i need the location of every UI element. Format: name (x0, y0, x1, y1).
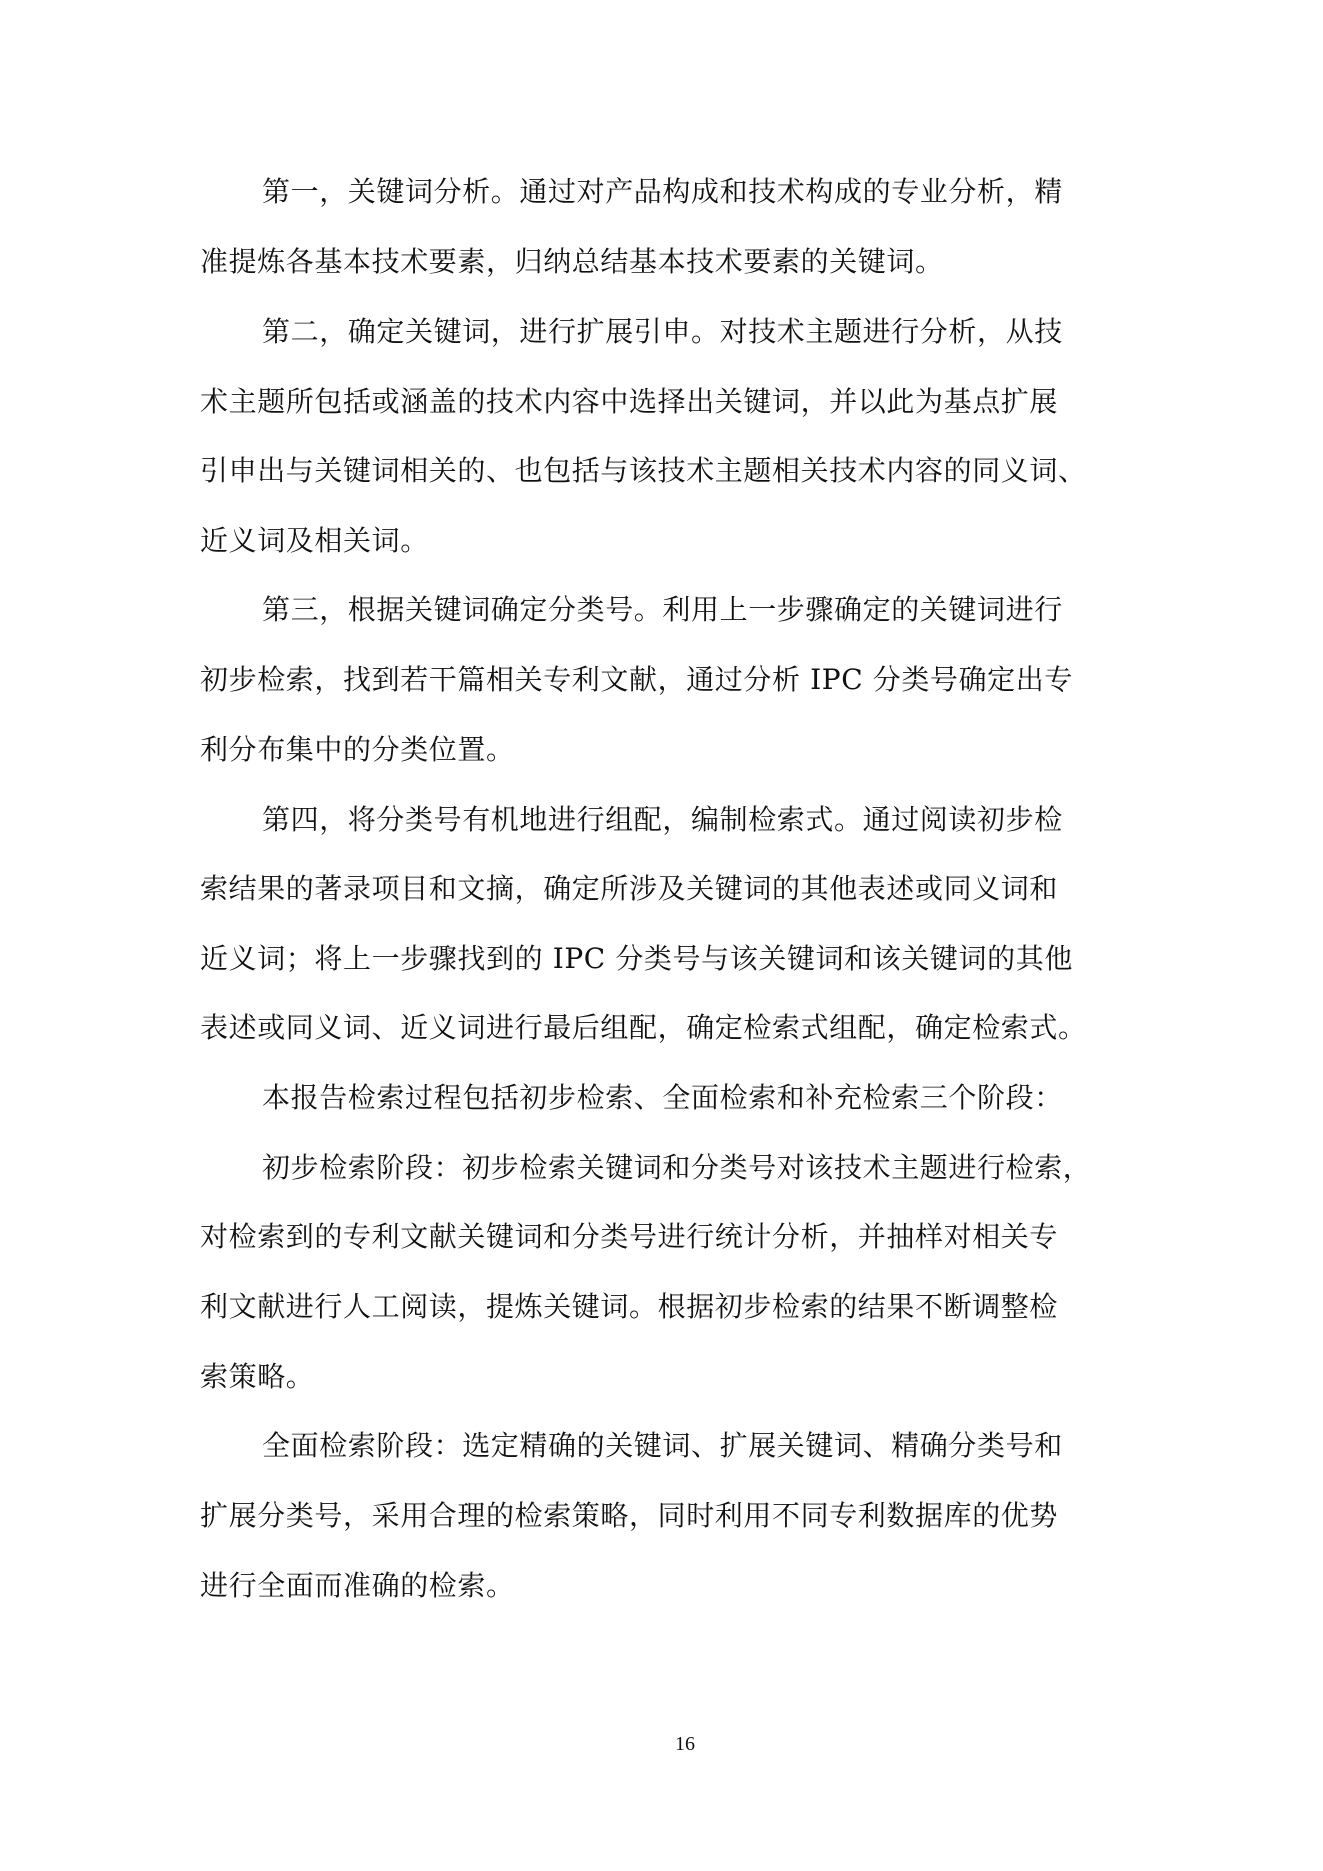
paragraph-2-line-4: 近义词及相关词。 (200, 524, 429, 557)
paragraph-3-line-3: 利分布集中的分类位置。 (200, 733, 515, 766)
paragraph-2-line-2: 术主题所包括或涵盖的技术内容中选择出关键词，并以此为基点扩展 (200, 385, 1059, 418)
page-number: 16 (675, 1733, 695, 1755)
paragraph-7-line-3: 进行全面而准确的检索。 (200, 1569, 515, 1602)
paragraph-7-line-2: 扩展分类号，采用合理的检索策略，同时利用不同专利数据库的优势 (200, 1499, 1059, 1532)
paragraph-3-line-2: 初步检索，找到若干篇相关专利文献，通过分析 IPC 分类号确定出专 (200, 663, 1073, 696)
paragraph-5-line-1: 本报告检索过程包括初步检索、全面检索和补充检索三个阶段： (262, 1081, 1063, 1114)
paragraph-4-line-3: 近义词；将上一步骤找到的 IPC 分类号与该关键词和该关键词的其他 (200, 942, 1073, 975)
paragraph-6-line-1: 初步检索阶段：初步检索关键词和分类号对该技术主题进行检索， (262, 1151, 1092, 1184)
paragraph-2-line-1: 第二，确定关键词，进行扩展引申。对技术主题进行分析，从技 (262, 315, 1063, 348)
paragraph-3-line-1: 第三，根据关键词确定分类号。利用上一步骤确定的关键词进行 (262, 593, 1063, 626)
paragraph-4-line-4: 表述或同义词、近义词进行最后组配，确定检索式组配，确定检索式。 (200, 1011, 1087, 1044)
paragraph-1-line-1: 第一，关键词分析。通过对产品构成和技术构成的专业分析，精 (262, 175, 1063, 208)
paragraph-7-line-1: 全面检索阶段：选定精确的关键词、扩展关键词、精确分类号和 (262, 1429, 1063, 1462)
paragraph-6-line-4: 索策略。 (200, 1360, 315, 1393)
paragraph-6-line-2: 对检索到的专利文献关键词和分类号进行统计分析，并抽样对相关专 (200, 1220, 1059, 1253)
paragraph-4-line-2: 索结果的著录项目和文摘，确定所涉及关键词的其他表述或同义词和 (200, 872, 1059, 905)
paragraph-4-line-1: 第四，将分类号有机地进行组配，编制检索式。通过阅读初步检 (262, 803, 1063, 836)
paragraph-1-line-2: 准提炼各基本技术要素，归纳总结基本技术要素的关键词。 (200, 245, 944, 278)
paragraph-6-line-3: 利文献进行人工阅读，提炼关键词。根据初步检索的结果不断调整检 (200, 1290, 1059, 1323)
paragraph-2-line-3: 引申出与关键词相关的、也包括与该技术主题相关技术内容的同义词、 (200, 454, 1087, 487)
